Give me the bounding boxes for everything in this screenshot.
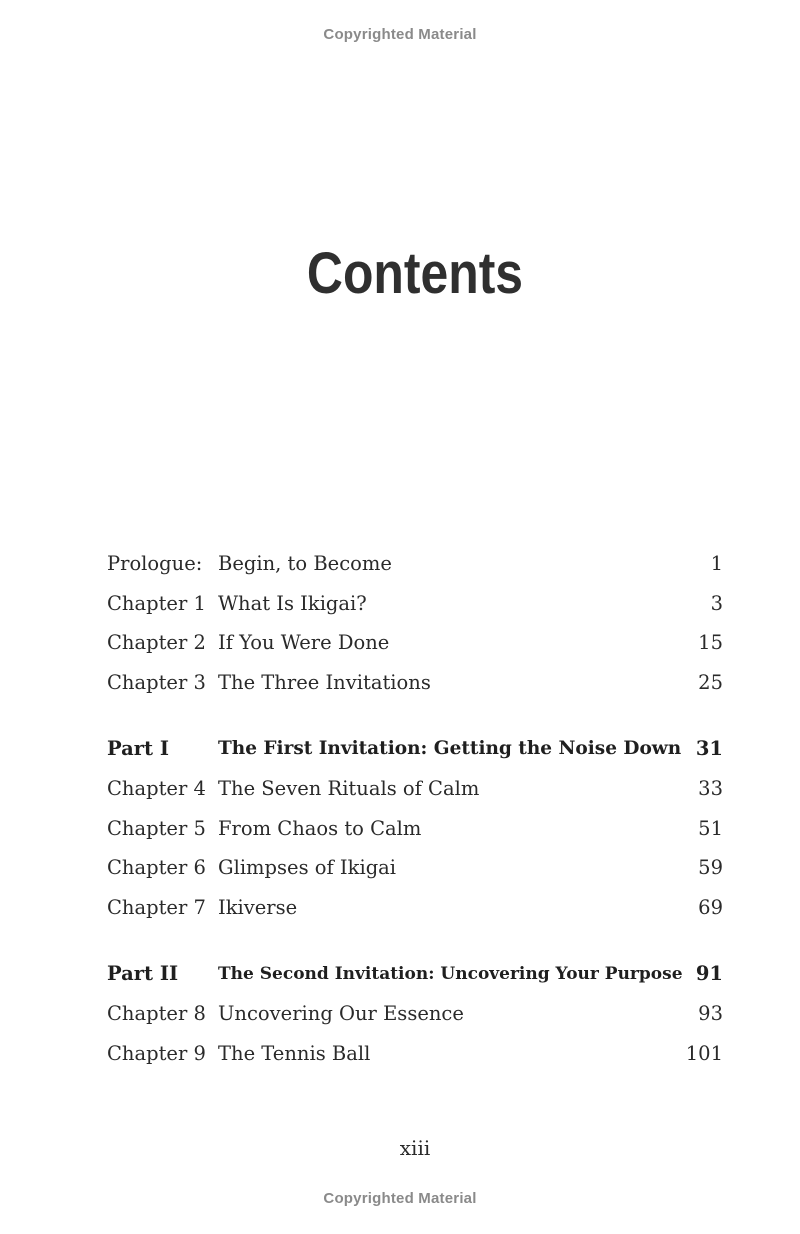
toc-title: The Second Invitation: Uncovering Your Purpose: [218, 964, 683, 985]
toc-page: 59: [698, 856, 723, 880]
toc-page: 69: [698, 895, 723, 919]
toc-title: Uncovering Our Essence: [218, 1001, 464, 1025]
page-number: xiii: [399, 1136, 431, 1160]
toc-label: Chapter 3: [107, 670, 206, 694]
toc-label: Part II: [107, 962, 179, 986]
toc-entry-chapter-4: [107, 770, 723, 810]
toc-label: Chapter 9: [107, 1041, 206, 1065]
toc-label: Chapter 4: [107, 776, 206, 800]
toc-entry-chapter-7: [107, 889, 723, 929]
toc-title: The First Invitation: Getting the Noise Down: [218, 738, 682, 760]
toc-page: 101: [685, 1041, 723, 1065]
toc-label: Chapter 7: [107, 895, 206, 919]
toc-title: Begin, to Become: [218, 552, 392, 575]
toc-entry-chapter-8: [107, 995, 723, 1035]
page-title: Contents: [306, 241, 524, 306]
toc-title: The Three Invitations: [218, 670, 431, 694]
toc-title: Glimpses of Ikigai: [218, 856, 397, 880]
toc-entry-part-1: [107, 730, 723, 770]
toc-title: The Seven Rituals of Calm: [218, 776, 480, 800]
toc-page: 3: [710, 591, 723, 615]
toc-title: The Tennis Ball: [218, 1041, 371, 1065]
toc-entry-chapter-9: [107, 1035, 723, 1075]
toc-label: Chapter 2: [107, 631, 206, 655]
toc-page: 93: [698, 1001, 723, 1025]
toc-page: 15: [698, 631, 723, 655]
toc-label: Prologue:: [107, 552, 203, 575]
toc-title: From Chaos to Calm: [218, 816, 422, 840]
toc-entry-part-2: [107, 955, 723, 995]
toc-page: 25: [698, 670, 723, 694]
toc-label: Chapter 8: [107, 1001, 206, 1025]
toc-page: 33: [698, 776, 723, 800]
toc-label: Chapter 1: [107, 591, 206, 615]
toc-title: If You Were Done: [218, 631, 390, 655]
toc-page: 51: [698, 816, 723, 840]
toc-title: What Is Ikigai?: [218, 591, 367, 615]
watermark-bottom: Copyrighted Material: [323, 1190, 477, 1207]
toc-entry-chapter-1: [107, 585, 723, 625]
toc-entry-chapter-3: [107, 664, 723, 704]
toc-title: Ikiverse: [218, 895, 298, 919]
toc-entry-chapter-2: [107, 624, 723, 664]
table-of-contents: [107, 545, 723, 1074]
toc-page: 91: [695, 962, 723, 986]
toc-entry-prologue: [107, 545, 723, 585]
toc-entry-chapter-6: [107, 849, 723, 889]
toc-label: Chapter 5: [107, 816, 206, 840]
toc-label: Part I: [107, 737, 169, 761]
toc-page: 31: [695, 737, 723, 761]
toc-entry-chapter-5: [107, 810, 723, 850]
watermark-top: Copyrighted Material: [323, 26, 477, 43]
toc-page: 1: [710, 552, 723, 575]
toc-label: Chapter 6: [107, 856, 206, 880]
